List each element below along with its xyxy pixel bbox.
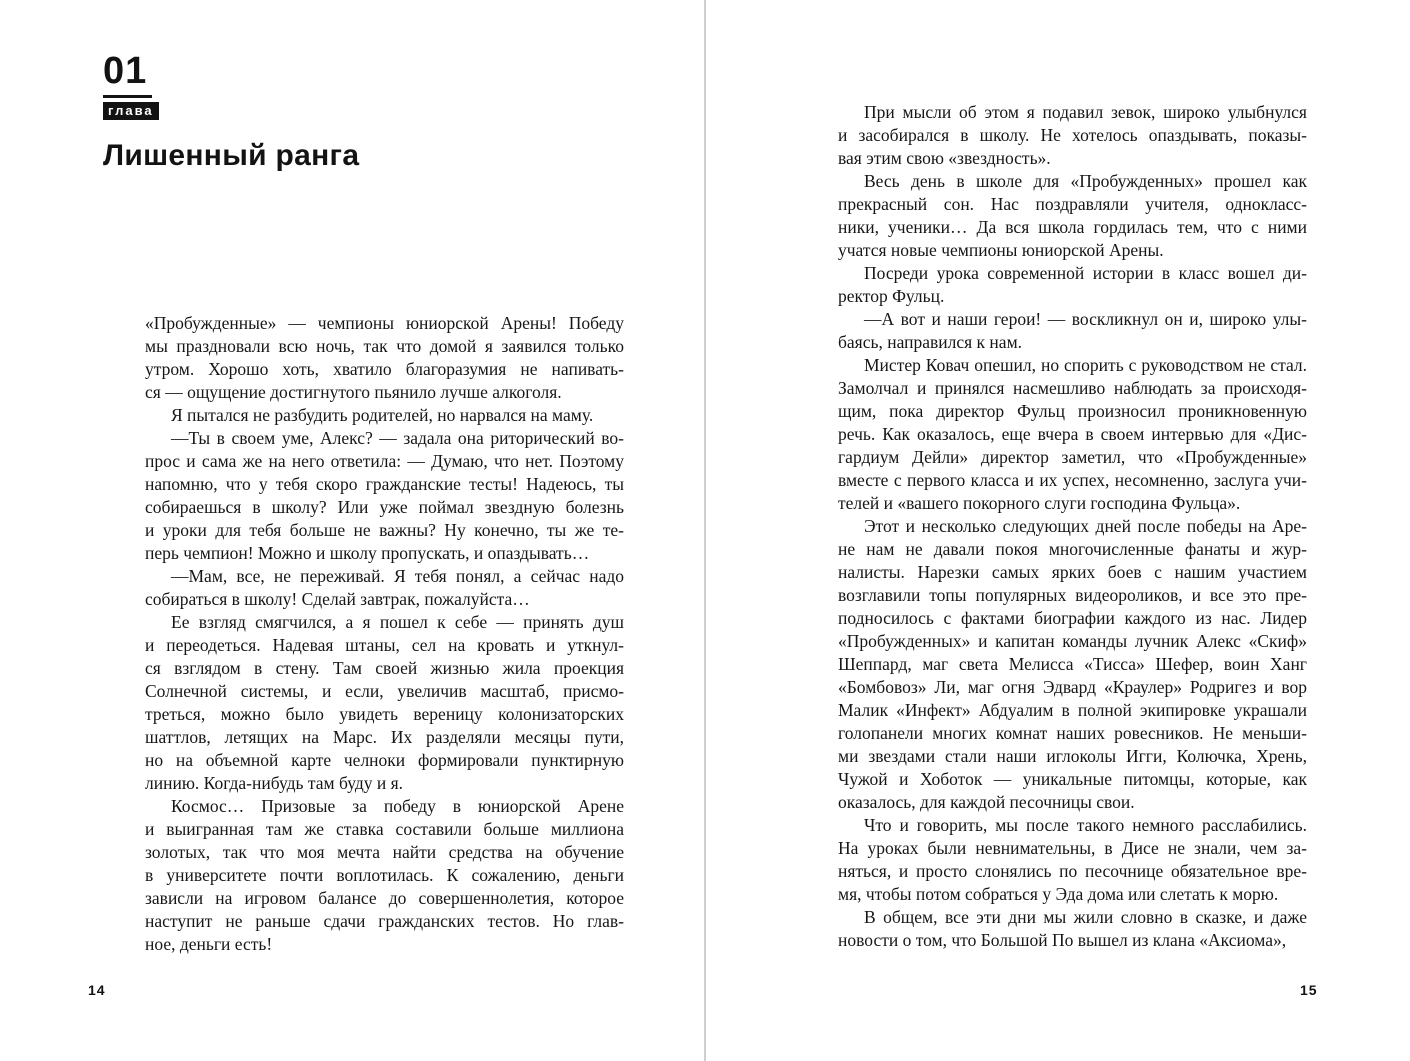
text-line: прекрасный сон. Нас поздравляли учителя, однокласс- [838, 194, 1307, 214]
text-line: в университете почти воплотилась. К сожалению, деньги [145, 865, 624, 885]
text-line: линию. Когда-нибудь там буду и я. [145, 773, 404, 793]
text-line: голопанели многих комнат наших ровесников. Не меньши- [838, 723, 1307, 743]
text-line: оказалось, для каждой песочницы свои. [838, 792, 1135, 812]
text-line: треться, можно было увидеть вереницу колонизаторских [145, 704, 624, 724]
text-line: речь. Как оказалось, еще вчера в своем интервью для «Дис- [838, 424, 1307, 444]
text-line: Что и говорить, мы после такого немного расслабились. [864, 815, 1307, 835]
text-line: зависли на игровом балансе до совершеннолетия, которое [145, 888, 624, 908]
text-line: новости о том, что Большой По вышел из клана «Аксиома», [838, 930, 1287, 950]
text-line: Солнечной системы, и если, увеличив масштаб, присмо- [145, 681, 624, 701]
text-line: Я пытался не разбудить родителей, но нарвался на маму. [171, 405, 594, 425]
text-line: ся — ощущение достигнутого пьянило лучше алкоголя. [145, 382, 562, 402]
text-line: щим, пока директор Фульц произносил проникновенную [838, 401, 1307, 421]
text-line: Весь день в школе для «Пробужденных» прошел как [864, 171, 1307, 191]
text-line: Ее взгляд смягчился, а я пошел к себе — принять душ [171, 612, 624, 632]
text-line: подносилось с фактами биографии каждого из нас. Лидер [838, 608, 1307, 628]
chapter-label: глава [103, 102, 159, 120]
text-line: ми звездами стали наши иглоколы Игги, Колючка, Хрень, [838, 746, 1307, 766]
text-line: Посреди урока современной истории в класс вошел ди- [864, 263, 1307, 283]
text-line: но на объемной карте челноки формировали пунктирную [145, 750, 624, 770]
text-line: Космос… Призовые за победу в юниорской Арене [171, 796, 624, 816]
text-line: Замолчал и принялся насмешливо наблюдать за происходя- [838, 378, 1307, 398]
text-line: телей и «вашего покорного слуги господина Фульца». [838, 493, 1241, 513]
text-line: и засобирался в школу. Не хотелось опаздывать, показы- [838, 125, 1307, 145]
text-line: собираться в школу! Сделай завтрак, пожалуйста… [145, 589, 530, 609]
text-line: На уроках были невнимательны, в Дисе не знали, чем за- [838, 838, 1307, 858]
text-line: ся взглядом в стену. Там своей жизнью жила проекция [145, 658, 624, 678]
text-line: и уроки для тебя больше не важны? Ну конечно, ты же те- [145, 520, 624, 540]
page-number-right: 15 [1300, 982, 1318, 998]
text-line: Этот и несколько следующих дней после победы на Аре- [864, 516, 1307, 536]
text-line: шаттлов, летящих на Марс. Их разделяли месяцы пути, [145, 727, 624, 747]
text-line: возглавили топы популярных видеороликов, и все это пре- [838, 585, 1307, 605]
text-line: мя, чтобы потом собраться у Эда дома или слетать к морю. [838, 884, 1279, 904]
text-line: и выигранная там же ставка составили больше миллиона [145, 819, 624, 839]
text-line: наступит не раньше сдачи гражданских тестов. Но глав- [145, 911, 624, 931]
chapter-number: 01 [103, 52, 152, 98]
text-line: не нам не давали покоя многочисленные фанаты и жур- [838, 539, 1307, 559]
text-line: ное, деньги есть! [145, 934, 273, 954]
text-line: мы праздновали всю ночь, так что домой я заявился только [145, 336, 624, 356]
text-line: учатся новые чемпионы юниорской Арены. [838, 240, 1164, 260]
text-line: собираешься в школу? Или уже поймал звездную болезнь [145, 497, 624, 517]
text-line: золотых, так что моя мечта найти средства на обучение [145, 842, 624, 862]
text-line: гардиум Дейли» директор заметил, что «Пробужденные» [838, 447, 1307, 467]
text-line: —Ты в своем уме, Алекс? — задала она риторический во- [171, 428, 624, 448]
chapter-title: Лишенный ранга [103, 139, 360, 172]
text-line: налисты. Нарезки самых ярких боев с нашим участием [838, 562, 1307, 582]
text-line: вая этим свою «звездность». [838, 148, 1051, 168]
right-page-body-text [838, 101, 1307, 952]
text-line: прос и сама же на него ответила: — Думаю, что нет. Поэтому [145, 451, 624, 471]
text-line: ники, ученики… Да вся школа гордилась тем, что с ними [838, 217, 1307, 237]
text-line: и переодеться. Надевая штаны, сел на кровать и уткнул- [145, 635, 624, 655]
text-line: вместе с первого класса и их успех, несомненно, заслуга учи- [838, 470, 1307, 490]
text-line: няться, и просто слонялись по песочнице обязательное вре- [838, 861, 1307, 881]
text-line: «Пробужденных» и капитан команды лучник Алекс «Скиф» [838, 631, 1307, 651]
text-line: «Пробужденные» — чемпионы юниорской Арены! Победу [145, 313, 624, 333]
text-line: Мистер Ковач опешил, но спорить с руководством не стал. [864, 355, 1307, 375]
text-line: Малик «Инфект» Абдуалим в полной экипировке украшали [838, 700, 1307, 720]
text-line: —А вот и наши герои! — воскликнул он и, широко улы- [864, 309, 1307, 329]
text-line: Шеппард, маг света Мелисса «Тисса» Шефер, воин Ханг [838, 654, 1307, 674]
text-line: Чужой и Хоботок — уникальные питомцы, которые, как [838, 769, 1307, 789]
text-line: «Бомбовоз» Ли, маг огня Эдвард «Краулер» Родригез и вор [838, 677, 1307, 697]
text-line: перь чемпион! Можно и школу пропускать, и опаздывать… [145, 543, 590, 563]
page-gutter-divider [704, 0, 706, 1061]
text-line: баясь, направился к нам. [838, 332, 1023, 352]
page-number-left: 14 [88, 982, 106, 998]
left-page-body-text [145, 312, 624, 956]
text-line: ректор Фульц. [838, 286, 945, 306]
chapter-header [103, 52, 359, 172]
text-line: В общем, все эти дни мы жили словно в сказке, и даже [864, 907, 1307, 927]
text-line: —Мам, все, не переживай. Я тебя понял, а сейчас надо [171, 566, 624, 586]
text-line: При мысли об этом я подавил зевок, широко улыбнулся [864, 102, 1307, 122]
text-line: утром. Хорошо хоть, хватило благоразумия не напивать- [145, 359, 624, 379]
text-line: напомню, что у тебя скоро гражданские тесты! Надеюсь, ты [145, 474, 624, 494]
